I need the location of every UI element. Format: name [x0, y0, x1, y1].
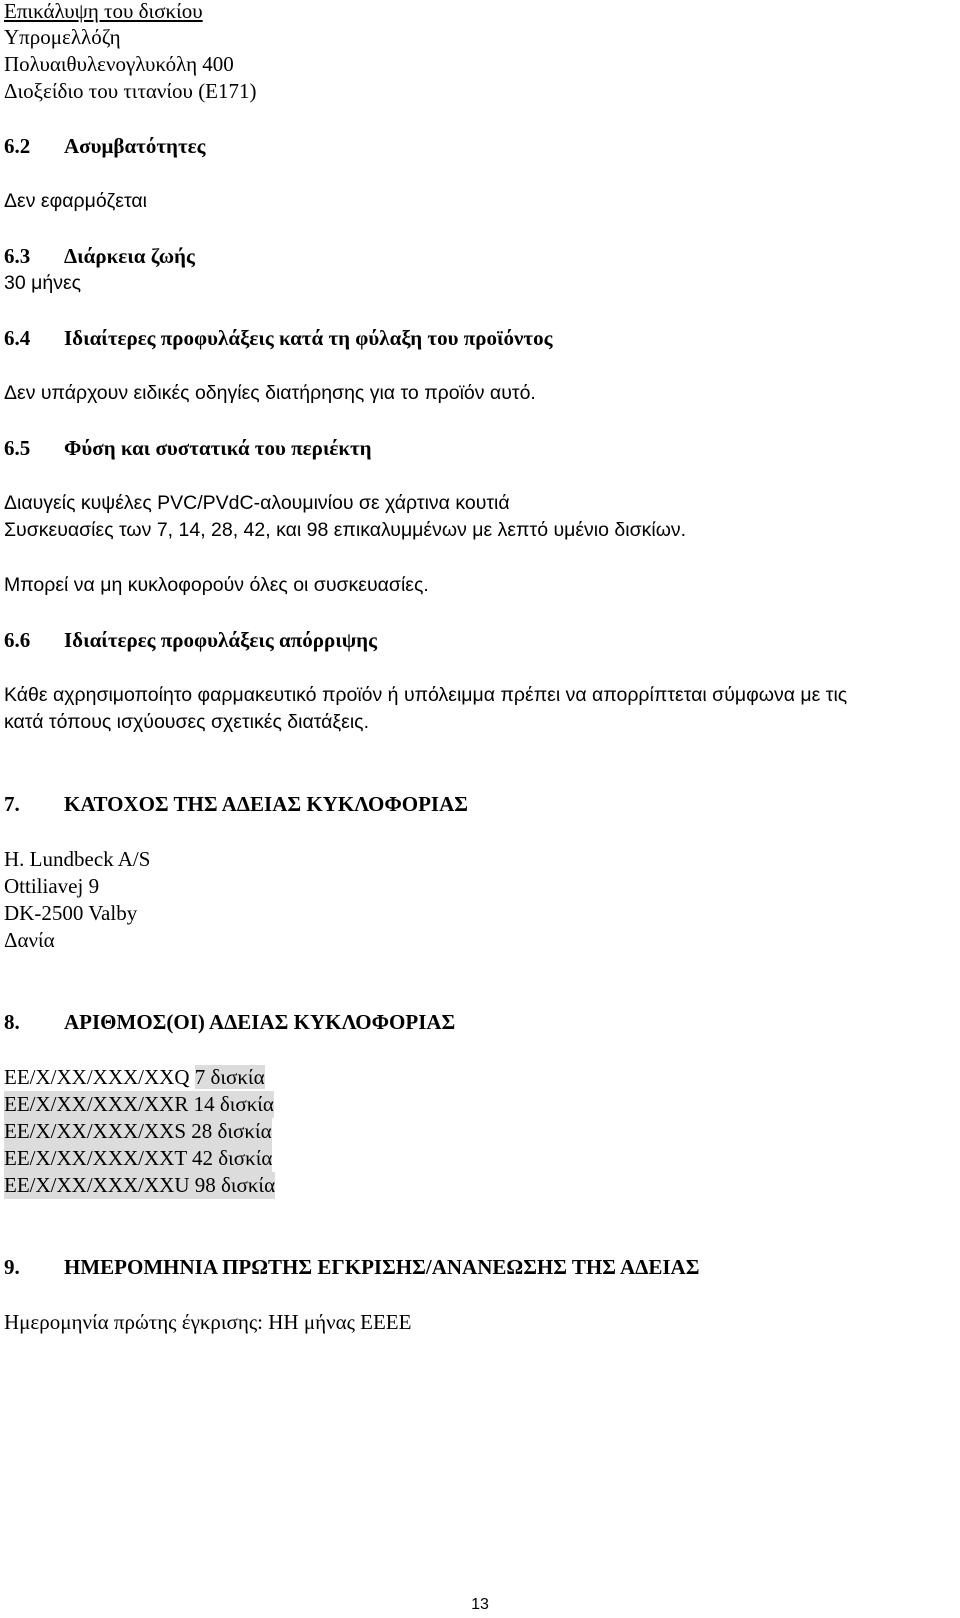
section-number: 6.2	[4, 134, 31, 158]
section-6-3-heading	[4, 243, 195, 270]
pack-size: 28 δισκία	[191, 1119, 272, 1143]
authorisation-number	[4, 1172, 275, 1199]
section-6-5-text: Μπορεί να μη κυκλοφορούν όλες οι συσκευασίες.	[4, 574, 429, 596]
section-6-4-heading	[4, 325, 552, 352]
section-title: Ασυμβατότητες	[64, 134, 206, 158]
section-title: ΑΡΙΘΜΟΣ(ΟΙ) ΑΔΕΙΑΣ ΚΥΚΛΟΦΟΡΙΑΣ	[64, 1010, 456, 1034]
section-number: 6.3	[4, 244, 31, 268]
section-6-5-text: Διαυγείς κυψέλες PVC/PVdC-αλουμινίου σε χάρτινα κουτιά	[4, 492, 510, 514]
authorisation-code: EE/X/XX/XXX/XXT	[4, 1146, 187, 1170]
section-title: Ιδιαίτερες προφυλάξεις απόρριψης	[64, 628, 377, 652]
section-6-2-heading	[4, 133, 205, 160]
authorisation-number	[4, 1091, 274, 1118]
authorisation-code: EE/X/XX/XXX/XXR	[4, 1092, 189, 1116]
pack-size: 98 δισκία	[194, 1173, 276, 1197]
section-9-text: Ημερομηνία πρώτης έγκρισης: ΗΗ μήνας ΕΕΕΕ	[4, 1310, 412, 1334]
section-number: 9.	[4, 1255, 20, 1279]
section-6-3-text: 30 μήνες	[4, 272, 82, 294]
holder-street: Ottiliavej 9	[4, 874, 100, 898]
section-title: ΚΑΤΟΧΟΣ ΤΗΣ ΑΔΕΙΑΣ ΚΥΚΛΟΦΟΡΙΑΣ	[64, 792, 468, 816]
authorisation-code: EE/X/XX/XXX/XXQ	[4, 1065, 190, 1089]
section-number: 7.	[4, 792, 20, 816]
holder-name: H. Lundbeck A/S	[4, 847, 151, 871]
coating-ingredient: Πολυαιθυλενογλυκόλη 400	[4, 52, 234, 76]
pack-size: 7 δισκία	[194, 1065, 265, 1089]
section-9-heading	[4, 1254, 699, 1281]
authorisation-number	[4, 1118, 272, 1145]
section-title: Φύση και συστατικά του περιέκτη	[64, 436, 372, 460]
section-6-6-text: Κάθε αχρησιμοποίητο φαρμακευτικό προϊόν ή υπόλειμμα πρέπει να απορρίπτεται σύμφωνα με τις	[4, 684, 848, 706]
section-number: 6.6	[4, 628, 31, 652]
section-title: Ιδιαίτερες προφυλάξεις κατά τη φύλαξη του προϊόντος	[64, 326, 553, 350]
section-title: ΗΜΕΡΟΜΗΝΙΑ ΠΡΩΤΗΣ ΕΓΚΡΙΣΗΣ/ΑΝΑΝΕΩΣΗΣ ΤΗΣ ΑΔΕΙΑΣ	[64, 1255, 700, 1279]
coating-ingredient: Διοξείδιο του τιτανίου (E171)	[4, 79, 257, 103]
holder-city: DK-2500 Valby	[4, 901, 138, 925]
coating-ingredient: Υπρομελλόζη	[4, 25, 121, 49]
section-6-4-text: Δεν υπάρχουν ειδικές οδηγίες διατήρησης για το προϊόν αυτό.	[4, 382, 536, 404]
section-6-6-text: κατά τόπους ισχύουσες σχετικές διατάξεις.	[4, 711, 369, 733]
authorisation-number	[4, 1145, 272, 1172]
authorisation-code: EE/X/XX/XXX/XXU	[4, 1173, 190, 1197]
section-6-6-heading	[4, 627, 377, 654]
section-6-5-heading	[4, 435, 372, 462]
section-number: 6.5	[4, 436, 31, 460]
section-8-heading	[4, 1009, 455, 1036]
authorisation-code: EE/X/XX/XXX/XXS	[4, 1119, 186, 1143]
section-6-5-text: Συσκευασίες των 7, 14, 28, 42, και 98 επικαλυμμένων με λεπτό υμένιο δισκίων.	[4, 519, 687, 541]
pack-size: 14 δισκία	[193, 1092, 274, 1116]
holder-country: Δανία	[4, 928, 55, 952]
section-7-heading	[4, 791, 468, 818]
pack-size: 42 δισκία	[192, 1146, 273, 1170]
section-number: 8.	[4, 1010, 20, 1034]
page-number: 13	[471, 1596, 489, 1613]
section-number: 6.4	[4, 326, 31, 350]
coating-heading: Επικάλυψη του δισκίου	[4, 0, 203, 23]
section-6-2-text: Δεν εφαρμόζεται	[4, 190, 147, 212]
authorisation-number	[4, 1064, 265, 1091]
section-title: Διάρκεια ζωής	[64, 244, 195, 268]
